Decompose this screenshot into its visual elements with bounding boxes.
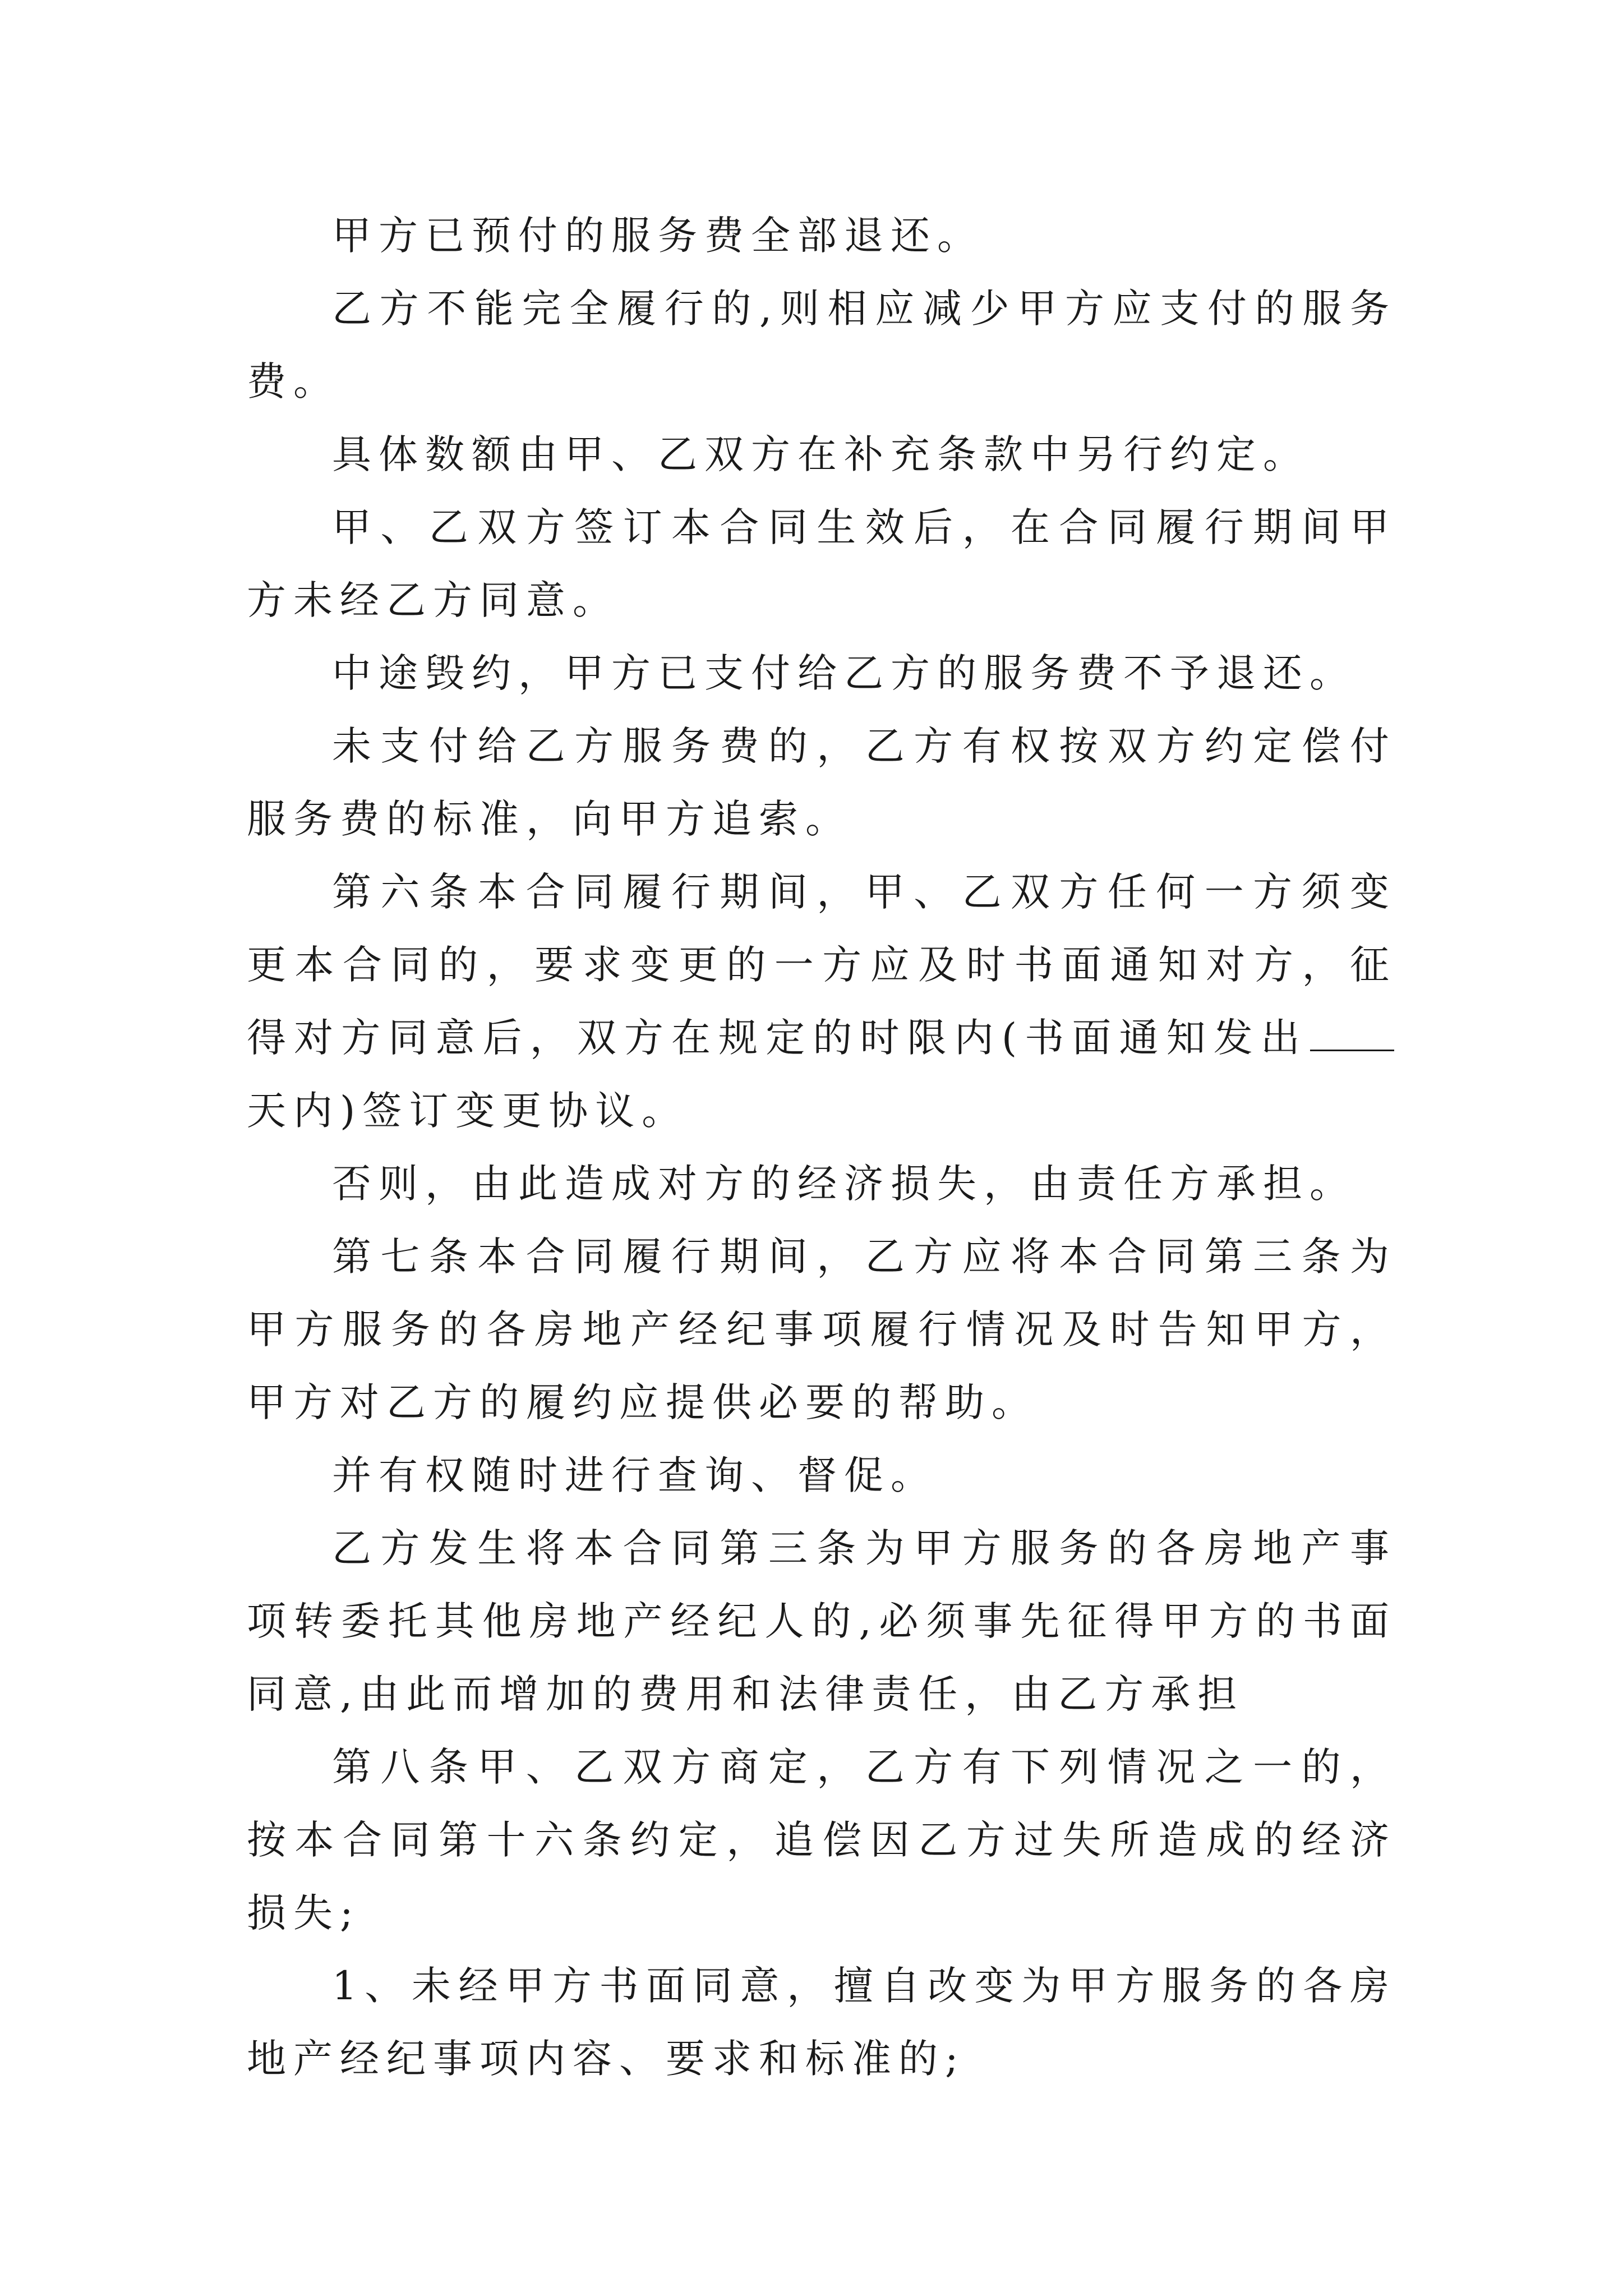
fill-in-blank-days xyxy=(1310,1016,1394,1051)
paragraph: 并有权随时进行查询、督促。 xyxy=(332,1452,937,1498)
paragraph: 甲方已预付的服务费全部退还。 xyxy=(332,213,984,259)
paragraph: 1、未经甲方书面同意，擅自改变为甲方服务的各房地产经纪事项内容、要求和标准的; xyxy=(247,1963,1396,2082)
article-6-text-after-blank: 天内)签订变更协议。 xyxy=(247,1088,689,1134)
paragraph: 甲、乙双方签订本合同生效后，在合同履行期间甲方未经乙方同意。 xyxy=(247,504,1396,623)
paragraph: 否则，由此造成对方的经济损失，由责任方承担。 xyxy=(332,1161,1356,1207)
paragraph: 具体数额由甲、乙双方在补充条款中另行约定。 xyxy=(332,431,1310,477)
paragraph: 未支付给乙方服务费的，乙方有权按双方约定偿付服务费的标准，向甲方追索。 xyxy=(247,723,1396,842)
article-6-text-before-blank: 第六条本合同履行期间，甲、乙双方任何一方须变更本合同的，要求变更的一方应及时书面通知对方，征得对方同意后，双方在规定的时限内(书面通知发出 xyxy=(247,869,1396,1061)
document-body xyxy=(247,199,1396,2095)
article-6-paragraph xyxy=(247,855,1396,1147)
paragraph: 乙方不能完全履行的,则相应减少甲方应支付的服务费。 xyxy=(247,286,1396,404)
paragraph: 乙方发生将本合同第三条为甲方服务的各房地产事项转委托其他房地产经纪人的,必须事先征得甲方的书面同意,由此而增加的费用和法律责任，由乙方承担 xyxy=(247,1525,1396,1717)
paragraph: 第七条本合同履行期间，乙方应将本合同第三条为甲方服务的各房地产经纪事项履行情况及时告知甲方，甲方对乙方的履约应提供必要的帮助。 xyxy=(247,1234,1396,1425)
paragraph: 第八条甲、乙双方商定，乙方有下列情况之一的，按本合同第十六条约定，追偿因乙方过失所造成的经济损失; xyxy=(247,1744,1396,1936)
paragraph: 中途毁约，甲方已支付给乙方的服务费不予退还。 xyxy=(332,650,1356,696)
